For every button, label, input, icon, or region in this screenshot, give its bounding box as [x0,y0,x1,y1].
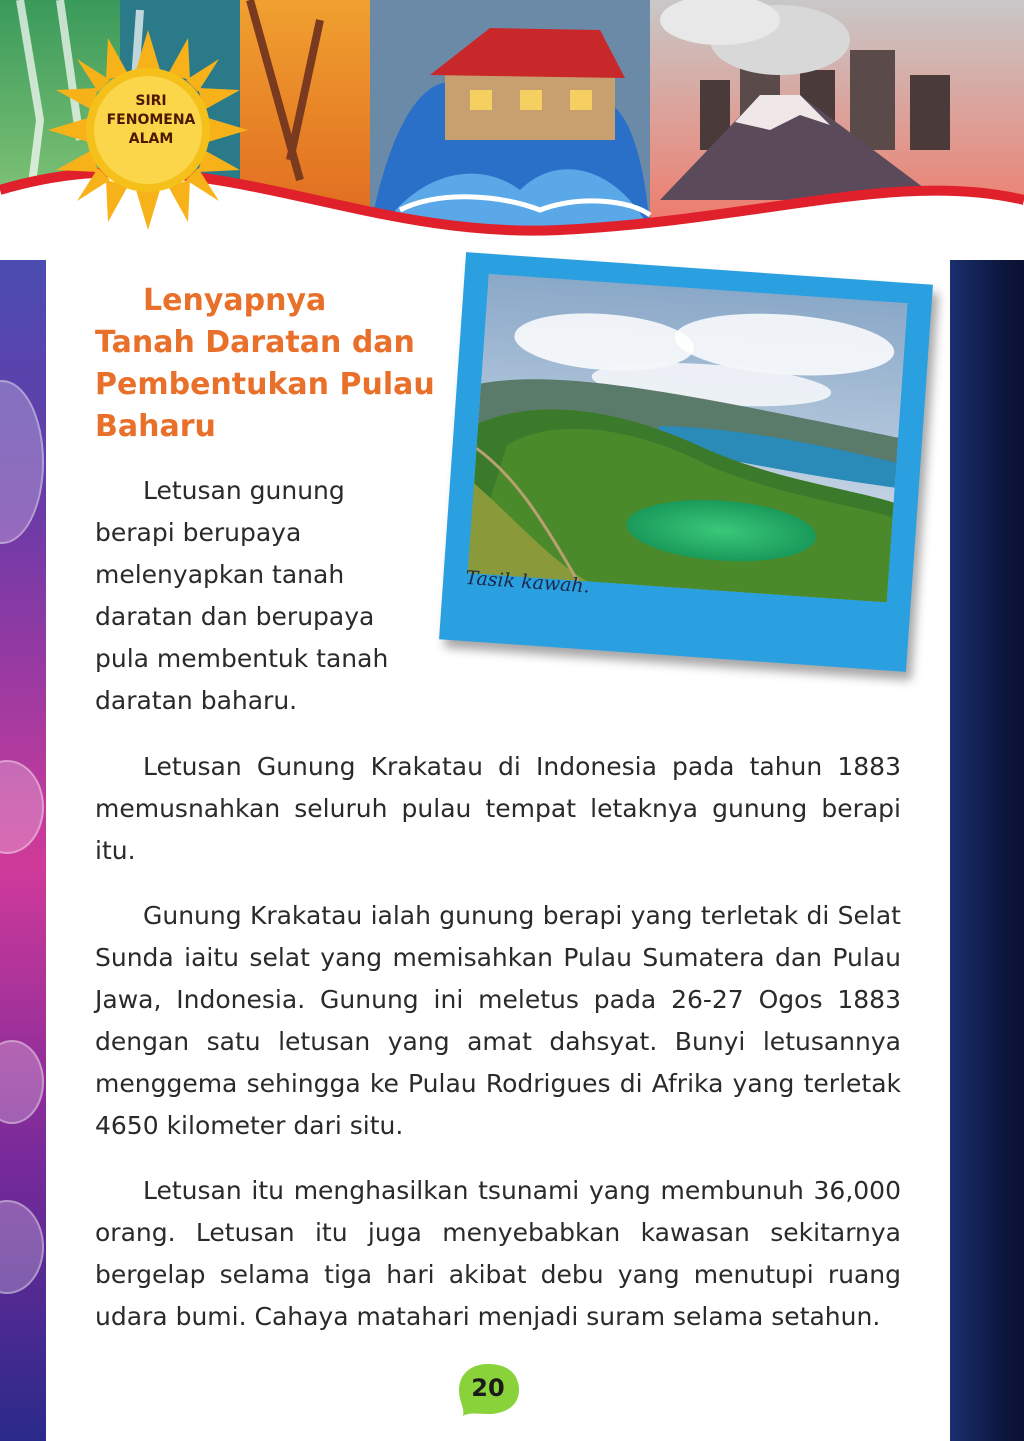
paragraph-krakatau-location: Gunung Krakatau ialah gunung berapi yang terletak di Selat Sunda iaitu selat yang memisahkan Pulau Sumatera dan Pulau Jawa, Indonesia. Gunung ini meletus pada 26-27 Ogos 1883 dengan satu letusan yang amat dahsyat. Bunyi letusannya menggema sehingga ke Pulau Rodrigues di Afrika yang terletak 4650 kilometer dari situ. [95,901,901,1140]
photo-caption: Tasik kawah. [464,566,591,598]
page-title [95,280,445,448]
title-line-2: Tanah Daratan dan Pembentukan Pulau Baharu [95,325,435,444]
paragraph-tsunami-effects: Letusan itu menghasilkan tsunami yang membunuh 36,000 orang. Letusan itu juga menyebabkan kawasan sekitarnya bergelap selama tiga hari akibat debu yang menutupi ruang udara bumi. Cahaya matahari menjadi suram selama setahun. [95,1176,901,1331]
crater-lake-photo [468,274,908,603]
intro-paragraph: Letusan gunung berapi berupaya melenyapkan tanah daratan dan berupaya pula membentuk tanah daratan baharu. [95,476,389,715]
crater-lake-photo-frame [439,252,933,672]
series-badge-label: SIRI FENOMENA ALAM [106,93,196,147]
paragraph-krakatau-1883: Letusan Gunung Krakatau di Indonesia pada tahun 1883 memusnahkan seluruh pulau tempat letaknya gunung berapi itu. [95,752,901,865]
page-number: 20 [471,1374,505,1402]
title-line-1: Lenyapnya [143,283,327,318]
